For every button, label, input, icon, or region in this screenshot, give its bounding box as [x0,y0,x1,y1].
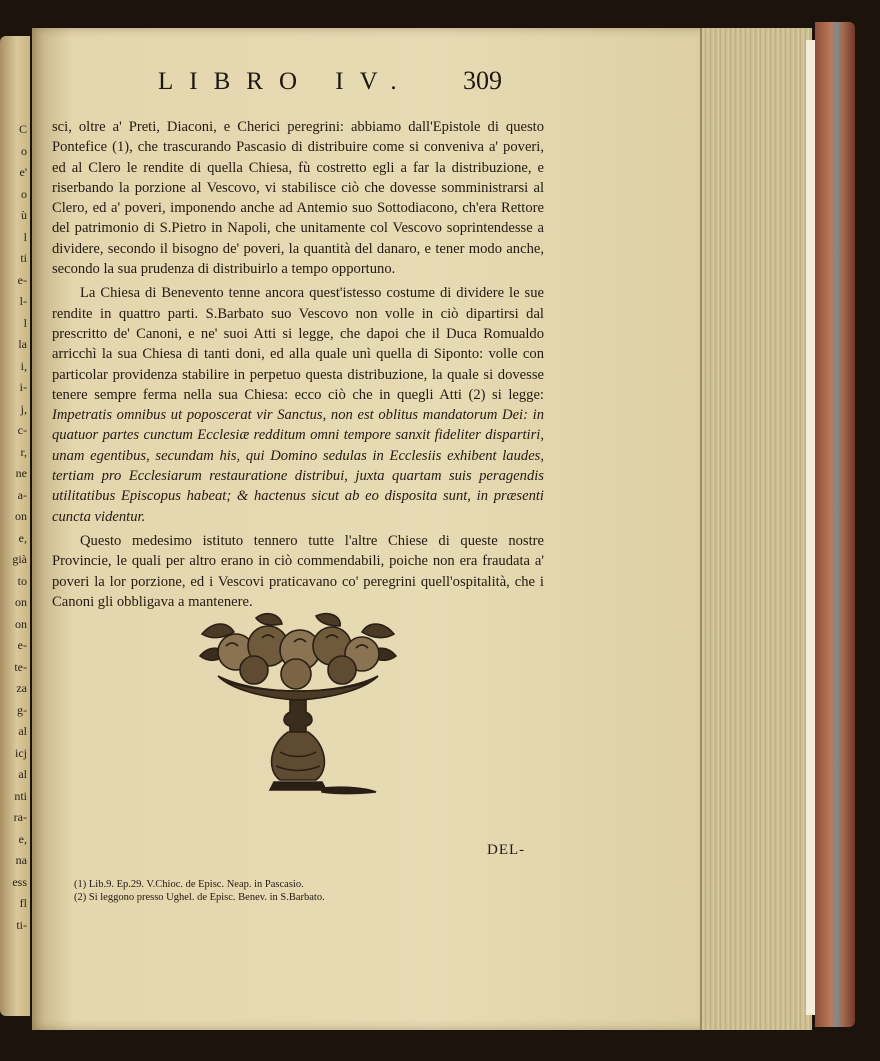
footnote-1: (1) Lib.9. Ep.29. V.Chioc. de Episc. Neap. in Pascasio. [74,879,304,890]
running-header [118,66,518,102]
page-number: 309 [463,66,502,95]
paragraph-2-text: La Chiesa di Benevento tenne ancora quest'istesso costume di dividere le sue rendite in quattro parti. S.Barbato suo Vescovo non volle in ciò dipartirsi dal prescritto de' Canoni, e ne' suoi Atti si legge, che dapoi che il Duca Romualdo arricchì la sua Chiesa di tanti doni, ed alla quale unì quella di Siponto: volle con particolar providenza stabilire in perpetuo questa distribuzione, la quale si dovesse tenere sempre ferma nella sua Chiesa: ecco ciò che in quegli Atti (2) si legge: [52,285,544,403]
paragraph-3: Questo medesimo istituto tennero tutte l'altre Chiese di queste nostre Provincie, le quali per altro erano in ciò commendabili, poiche non era fraudata a' poveri la lor porzione, ed i Vescovi praticavano co' peregrini quell'ospitalità, che i Canoni gli obbligava a mantenere. [52,532,544,610]
margin-fragment: a- [17,487,27,502]
margin-fragment: e- [17,272,27,287]
margin-fragment: fl [19,896,27,910]
margin-fragment: l [23,229,27,244]
paragraph-2 [52,283,544,527]
margin-fragment: i- [19,380,27,394]
margin-fragment: g- [17,702,27,717]
margin-fragment: za [16,681,27,695]
margin-fragment: i, [20,358,27,373]
margin-fragment: j, [20,401,27,416]
margin-fragment: al [18,724,27,738]
margin-fragment: o [21,186,27,201]
margin-fragment: già [12,552,27,566]
margin-fragment: c- [17,423,27,437]
previous-page-edge [0,36,30,1016]
margin-fragment: l- [19,294,27,308]
margin-fragment: ù [21,208,27,222]
margin-fragment: e- [17,638,27,652]
margin-fragment: C [18,122,27,136]
margin-fragment: icj [15,745,27,760]
body-text [52,117,544,612]
margin-fragment: e, [18,530,27,545]
paragraph-1: sci, oltre a' Preti, Diaconi, e Cherici peregrini: abbiamo dall'Epistole di questo Pontefice (1), che trascurando Pascasio di distribuire come si conveniva a' poveri, ed al Clero le rendite di quella Chiesa, fù costretto egli a far la distribuzione, e riserbando la porzione al Vescovo, vi stabilisce ciò che dovesse somministrarsi al Clero, ed a' poveri, imponendo anche ad Antemio suo Sottodiacono, ch'era Rettore del patrimonio di S.Pietro in Napoli, che unitamente col Vescovo soprintendesse a dividere, secondo il bisogno de' poveri, la quantità del danaro, e tener modo anche, secondo la sua prudenza di distribuirlo a tempo opportuno. [52,119,544,278]
margin-fragment: l [23,315,27,330]
book-cover-edge [815,22,855,1027]
margin-fragment: te- [14,659,27,674]
margin-fragment: r, [20,444,27,459]
footnote-2: (2) Si leggono presso Ughel. de Episc. Benev. in S.Barbato. [74,892,325,903]
margin-fragment: ne [15,466,27,480]
margin-fragment: ti [20,251,27,265]
margin-fragment: e, [18,831,27,846]
margin-fragment: o [21,143,27,158]
margin-fragment: on [15,616,27,631]
margin-fragment: na [15,853,27,867]
latin-quote-tail: & hactenus sicut ab eo disposita sunt, in præsenti cuncta videntur. [52,488,544,525]
catchword: DEL- [487,842,526,858]
page-edges [700,28,812,1030]
footnotes [74,878,494,904]
margin-fragment: ti- [16,917,27,932]
margin-fragment: la [18,337,27,351]
margin-fragment: ess [12,874,27,889]
margin-fragment: nti [14,788,27,803]
margin-fragment: al [18,767,27,781]
latin-quote: Impetratis omnibus ut poposcerat vir Sanctus, non est oblitus mandatorum Dei: in quatuor partes cunctum Ecclesiæ redditum omni tempore sanxit fideliter dispartiri, unam egentibus, secundam his, qui Domino sedulas in Ecclesiis exhibent laudes, tertiam pro Ecclesiarum restauratione distribui, juxta quartam suis peragendis utilitatibus Episcopus habeat; [52,407,544,505]
margin-fragment: ra- [13,810,27,824]
margin-fragment: on [15,509,27,523]
margin-fragment: to [17,573,27,588]
header-title: LIBRO IV. [158,68,413,95]
margin-fragment: on [15,595,27,609]
margin-fragment: e' [19,165,27,179]
fruit-bowl-ornament [196,612,400,802]
